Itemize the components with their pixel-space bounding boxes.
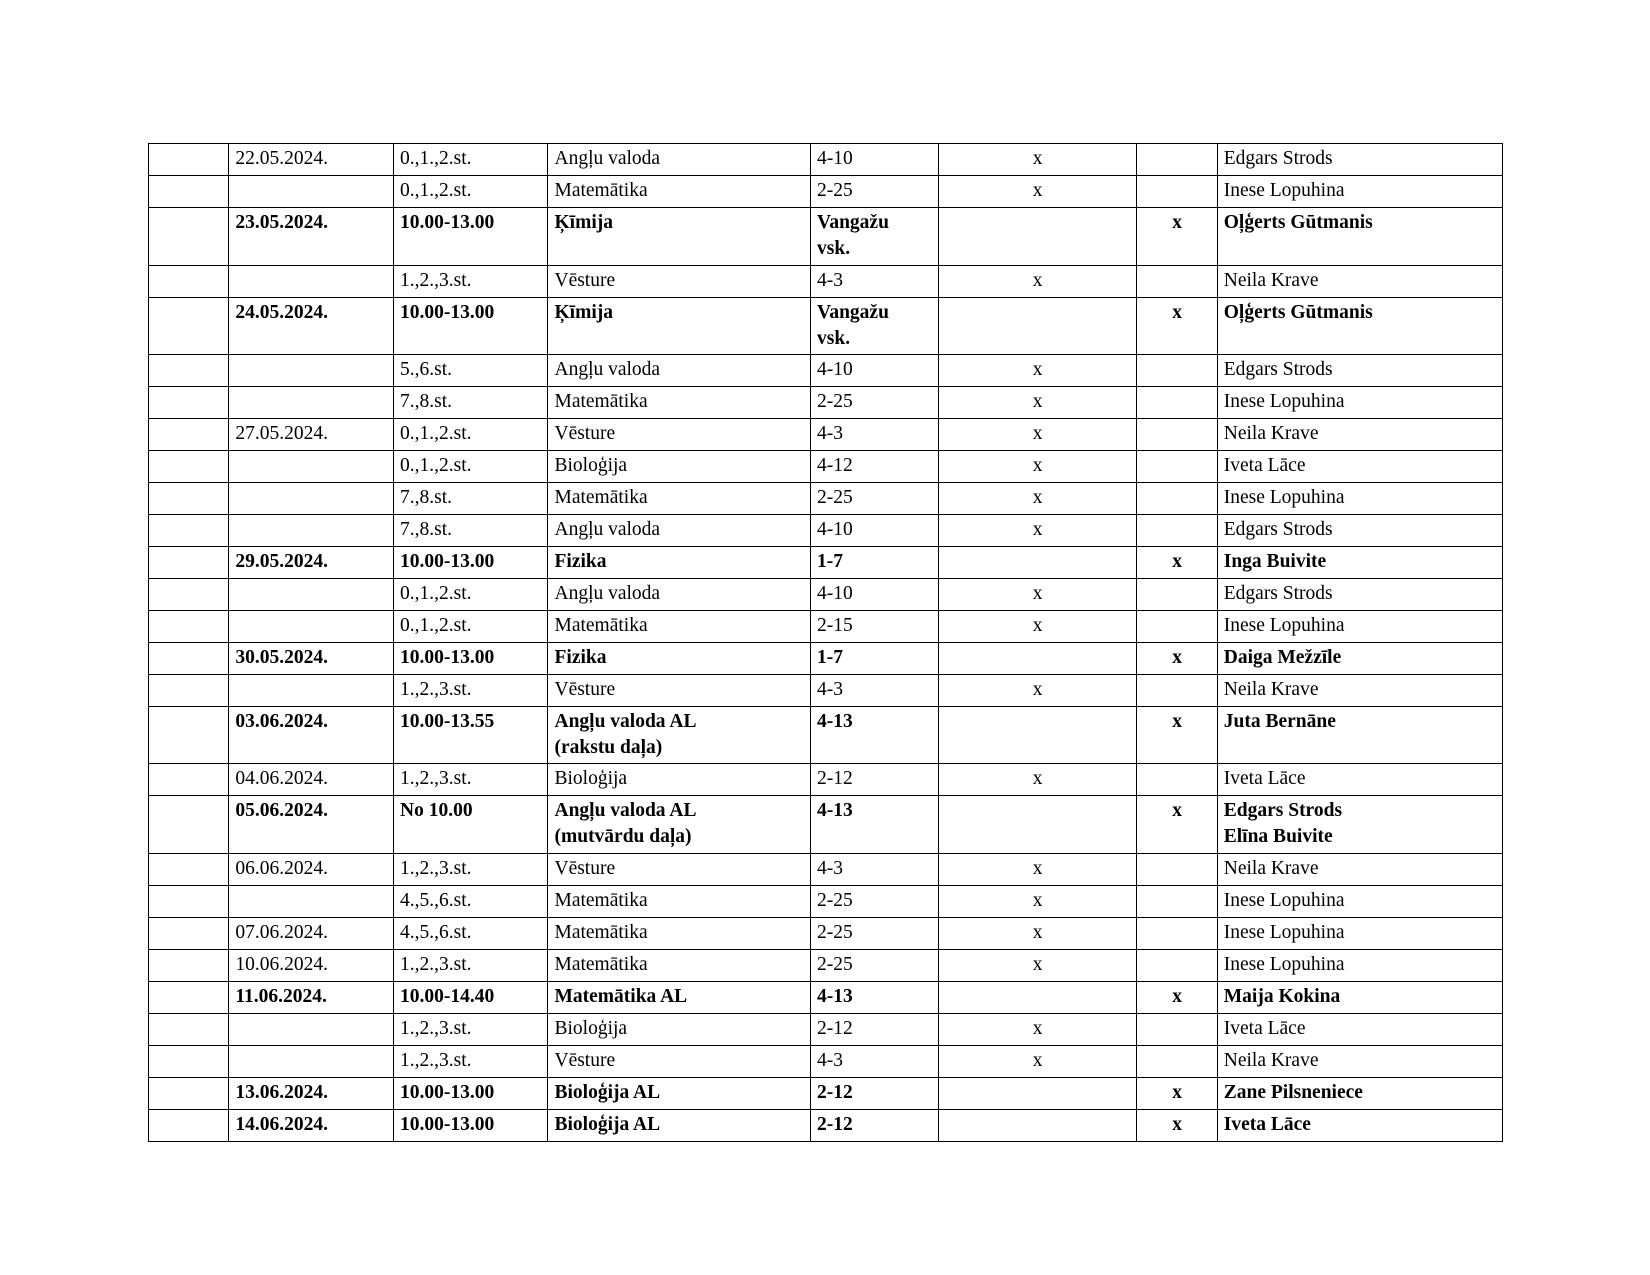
row-spacer-cell: [149, 854, 229, 886]
subject-cell: Fizika: [548, 546, 811, 578]
time-cell: 0.,1.,2.st.: [394, 175, 548, 207]
time-cell: 0.,1.,2.st.: [394, 451, 548, 483]
subject-cell: Matemātika: [548, 949, 811, 981]
row-spacer-cell: [149, 1109, 229, 1141]
subject-cell: Vēsture: [548, 1045, 811, 1077]
time-cell: 5.,6.st.: [394, 355, 548, 387]
row-spacer-cell: [149, 483, 229, 515]
subject-cell: Bioloģija: [548, 451, 811, 483]
table-row: [149, 144, 1503, 176]
teacher-cell: Iveta Lāce: [1217, 1013, 1502, 1045]
exam-mark-cell: [1137, 515, 1217, 547]
subject-line: Angļu valoda AL: [554, 710, 697, 732]
room-line: Vangažu: [817, 211, 889, 233]
row-spacer-cell: [149, 419, 229, 451]
room-cell: 4-3: [811, 1045, 939, 1077]
exam-mark-cell: [1137, 854, 1217, 886]
room-cell: 2-12: [811, 1077, 939, 1109]
consultation-mark-cell: x: [938, 886, 1137, 918]
date-cell: 27.05.2024.: [229, 419, 394, 451]
date-cell: 29.05.2024.: [229, 546, 394, 578]
consultation-mark-cell: x: [938, 265, 1137, 297]
exam-mark-cell: x: [1137, 1109, 1217, 1141]
teacher-cell: Iveta Lāce: [1217, 1109, 1502, 1141]
date-cell: 11.06.2024.: [229, 981, 394, 1013]
exam-mark-cell: [1137, 949, 1217, 981]
exam-mark-cell: [1137, 483, 1217, 515]
consultation-mark-cell: [938, 642, 1137, 674]
date-cell: 03.06.2024.: [229, 706, 394, 764]
time-cell: 7.,8.st.: [394, 483, 548, 515]
room-cell: 4-12: [811, 451, 939, 483]
time-cell: 1.,2.,3.st.: [394, 854, 548, 886]
time-cell: 0.,1.,2.st.: [394, 578, 548, 610]
row-spacer-cell: [149, 796, 229, 854]
time-cell: 10.00-13.00: [394, 297, 548, 355]
subject-cell: Angļu valoda: [548, 515, 811, 547]
table-row: [149, 175, 1503, 207]
subject-cell: [548, 796, 811, 854]
teacher-cell: Iveta Lāce: [1217, 451, 1502, 483]
subject-line: (mutvārdu daļa): [554, 826, 692, 848]
consultation-mark-cell: x: [938, 578, 1137, 610]
time-cell: 1.,2.,3.st.: [394, 265, 548, 297]
exam-mark-cell: x: [1137, 796, 1217, 854]
date-cell: [229, 175, 394, 207]
teacher-cell: Oļģerts Gūtmanis: [1217, 297, 1502, 355]
teacher-cell: Daiga Mežzīle: [1217, 642, 1502, 674]
consultation-mark-cell: x: [938, 387, 1137, 419]
time-cell: 10.00-13.00: [394, 1077, 548, 1109]
teacher-cell: Neila Krave: [1217, 419, 1502, 451]
consultation-mark-cell: [938, 207, 1137, 265]
subject-cell: Matemātika: [548, 610, 811, 642]
room-cell: 4-10: [811, 144, 939, 176]
teacher-cell: Inese Lopuhina: [1217, 483, 1502, 515]
room-cell: 1-7: [811, 642, 939, 674]
consultation-mark-cell: x: [938, 674, 1137, 706]
exam-mark-cell: [1137, 1013, 1217, 1045]
exam-mark-cell: [1137, 175, 1217, 207]
consultation-mark-cell: [938, 297, 1137, 355]
subject-cell: [548, 706, 811, 764]
room-cell: 2-25: [811, 918, 939, 950]
consultation-mark-cell: x: [938, 483, 1137, 515]
time-cell: 10.00-13.00: [394, 1109, 548, 1141]
exam-mark-cell: [1137, 610, 1217, 642]
teacher-cell: Inga Buivite: [1217, 546, 1502, 578]
table-row: [149, 355, 1503, 387]
row-spacer-cell: [149, 764, 229, 796]
date-cell: 14.06.2024.: [229, 1109, 394, 1141]
room-cell: 2-25: [811, 886, 939, 918]
date-cell: [229, 483, 394, 515]
table-row: [149, 706, 1503, 764]
table-row: [149, 1109, 1503, 1141]
subject-line: (rakstu daļa): [554, 736, 663, 758]
exam-mark-cell: [1137, 265, 1217, 297]
exam-mark-cell: x: [1137, 297, 1217, 355]
time-cell: 1.,2.,3.st.: [394, 764, 548, 796]
room-cell: 4-13: [811, 981, 939, 1013]
date-cell: 22.05.2024.: [229, 144, 394, 176]
table-row: [149, 207, 1503, 265]
subject-cell: Fizika: [548, 642, 811, 674]
row-spacer-cell: [149, 1045, 229, 1077]
schedule-table-body: [149, 144, 1503, 1142]
exam-mark-cell: [1137, 1045, 1217, 1077]
subject-cell: Vēsture: [548, 854, 811, 886]
time-cell: 1.,2.,3.st.: [394, 1045, 548, 1077]
date-cell: 04.06.2024.: [229, 764, 394, 796]
date-cell: [229, 451, 394, 483]
teacher-cell: Inese Lopuhina: [1217, 387, 1502, 419]
room-cell: 2-12: [811, 1109, 939, 1141]
row-spacer-cell: [149, 610, 229, 642]
exam-mark-cell: [1137, 578, 1217, 610]
consultation-mark-cell: x: [938, 918, 1137, 950]
time-cell: 4.,5.,6.st.: [394, 918, 548, 950]
consultation-mark-cell: [938, 796, 1137, 854]
room-cell: 4-3: [811, 265, 939, 297]
date-cell: 10.06.2024.: [229, 949, 394, 981]
date-cell: 13.06.2024.: [229, 1077, 394, 1109]
room-cell: 2-25: [811, 175, 939, 207]
date-cell: [229, 886, 394, 918]
table-row: [149, 1013, 1503, 1045]
room-cell: 4-13: [811, 796, 939, 854]
consultation-mark-cell: [938, 1077, 1137, 1109]
time-cell: 10.00-14.40: [394, 981, 548, 1013]
table-row: [149, 451, 1503, 483]
room-cell: [811, 297, 939, 355]
exam-mark-cell: [1137, 886, 1217, 918]
table-row: [149, 642, 1503, 674]
teacher-cell: Inese Lopuhina: [1217, 610, 1502, 642]
subject-cell: Angļu valoda: [548, 144, 811, 176]
subject-cell: Matemātika: [548, 175, 811, 207]
exam-mark-cell: x: [1137, 642, 1217, 674]
subject-cell: Angļu valoda: [548, 355, 811, 387]
table-row: [149, 578, 1503, 610]
row-spacer-cell: [149, 515, 229, 547]
date-cell: 07.06.2024.: [229, 918, 394, 950]
row-spacer-cell: [149, 387, 229, 419]
date-cell: [229, 578, 394, 610]
time-cell: 0.,1.,2.st.: [394, 419, 548, 451]
subject-cell: Ķīmija: [548, 207, 811, 265]
teacher-cell: Oļģerts Gūtmanis: [1217, 207, 1502, 265]
table-row: [149, 764, 1503, 796]
teacher-cell: Zane Pilsneniece: [1217, 1077, 1502, 1109]
table-row: [149, 918, 1503, 950]
room-cell: 2-25: [811, 949, 939, 981]
row-spacer-cell: [149, 674, 229, 706]
row-spacer-cell: [149, 1013, 229, 1045]
table-row: [149, 546, 1503, 578]
consultation-mark-cell: x: [938, 419, 1137, 451]
teacher-cell: Edgars Strods: [1217, 515, 1502, 547]
teacher-cell: Inese Lopuhina: [1217, 175, 1502, 207]
time-cell: 10.00-13.00: [394, 642, 548, 674]
table-row: [149, 949, 1503, 981]
table-row: [149, 610, 1503, 642]
exam-mark-cell: x: [1137, 706, 1217, 764]
table-row: [149, 674, 1503, 706]
schedule-table-wrapper: [148, 143, 1503, 1142]
teacher-cell: Neila Krave: [1217, 1045, 1502, 1077]
exam-mark-cell: x: [1137, 981, 1217, 1013]
consultation-mark-cell: [938, 706, 1137, 764]
exam-mark-cell: x: [1137, 207, 1217, 265]
room-cell: 1-7: [811, 546, 939, 578]
teacher-cell: Edgars Strods: [1217, 355, 1502, 387]
teacher-cell: Juta Bernāne: [1217, 706, 1502, 764]
consultation-mark-cell: [938, 1109, 1137, 1141]
date-cell: [229, 610, 394, 642]
consultation-mark-cell: x: [938, 1045, 1137, 1077]
teacher-line: Edgars Strods: [1223, 800, 1343, 822]
row-spacer-cell: [149, 578, 229, 610]
room-cell: 4-3: [811, 854, 939, 886]
subject-cell: Vēsture: [548, 674, 811, 706]
room-cell: 4-3: [811, 674, 939, 706]
table-row: [149, 1077, 1503, 1109]
table-row: [149, 297, 1503, 355]
room-cell: 4-10: [811, 578, 939, 610]
table-row: [149, 796, 1503, 854]
exam-mark-cell: [1137, 918, 1217, 950]
teacher-cell: Maija Kokina: [1217, 981, 1502, 1013]
room-cell: 4-3: [811, 419, 939, 451]
room-cell: [811, 207, 939, 265]
time-cell: 10.00-13.00: [394, 546, 548, 578]
room-cell: 4-10: [811, 355, 939, 387]
date-cell: [229, 1013, 394, 1045]
table-row: [149, 419, 1503, 451]
exam-mark-cell: [1137, 674, 1217, 706]
row-spacer-cell: [149, 642, 229, 674]
date-cell: [229, 674, 394, 706]
consultation-mark-cell: x: [938, 854, 1137, 886]
room-cell: 2-12: [811, 764, 939, 796]
time-cell: 10.00-13.55: [394, 706, 548, 764]
exam-mark-cell: [1137, 419, 1217, 451]
subject-cell: Bioloģija AL: [548, 1077, 811, 1109]
exam-mark-cell: [1137, 387, 1217, 419]
room-line: vsk.: [817, 237, 851, 259]
room-cell: 2-25: [811, 483, 939, 515]
time-cell: 10.00-13.00: [394, 207, 548, 265]
consultation-mark-cell: x: [938, 144, 1137, 176]
row-spacer-cell: [149, 1077, 229, 1109]
table-row: [149, 483, 1503, 515]
teacher-cell: Neila Krave: [1217, 674, 1502, 706]
row-spacer-cell: [149, 355, 229, 387]
table-row: [149, 1045, 1503, 1077]
time-cell: 0.,1.,2.st.: [394, 144, 548, 176]
consultation-mark-cell: x: [938, 451, 1137, 483]
row-spacer-cell: [149, 144, 229, 176]
date-cell: 24.05.2024.: [229, 297, 394, 355]
consultation-mark-cell: x: [938, 1013, 1137, 1045]
table-row: [149, 265, 1503, 297]
consultation-mark-cell: x: [938, 610, 1137, 642]
subject-cell: Matemātika: [548, 483, 811, 515]
table-row: [149, 981, 1503, 1013]
row-spacer-cell: [149, 297, 229, 355]
subject-cell: Vēsture: [548, 419, 811, 451]
subject-cell: Matemātika: [548, 918, 811, 950]
time-cell: 1.,2.,3.st.: [394, 949, 548, 981]
date-cell: [229, 265, 394, 297]
room-cell: 4-10: [811, 515, 939, 547]
consultation-mark-cell: x: [938, 515, 1137, 547]
date-cell: 06.06.2024.: [229, 854, 394, 886]
exam-mark-cell: [1137, 355, 1217, 387]
subject-cell: Ķīmija: [548, 297, 811, 355]
row-spacer-cell: [149, 886, 229, 918]
consultation-mark-cell: x: [938, 764, 1137, 796]
exam-mark-cell: [1137, 764, 1217, 796]
consultation-mark-cell: [938, 981, 1137, 1013]
teacher-cell: Inese Lopuhina: [1217, 886, 1502, 918]
row-spacer-cell: [149, 546, 229, 578]
teacher-cell: Inese Lopuhina: [1217, 949, 1502, 981]
row-spacer-cell: [149, 451, 229, 483]
date-cell: [229, 387, 394, 419]
row-spacer-cell: [149, 265, 229, 297]
exam-mark-cell: [1137, 451, 1217, 483]
row-spacer-cell: [149, 918, 229, 950]
schedule-table: [148, 143, 1503, 1142]
exam-mark-cell: x: [1137, 1077, 1217, 1109]
row-spacer-cell: [149, 207, 229, 265]
time-cell: 4.,5.,6.st.: [394, 886, 548, 918]
table-row: [149, 854, 1503, 886]
subject-cell: Bioloģija: [548, 764, 811, 796]
subject-cell: Angļu valoda: [548, 578, 811, 610]
date-cell: [229, 355, 394, 387]
row-spacer-cell: [149, 981, 229, 1013]
table-row: [149, 515, 1503, 547]
room-cell: 2-12: [811, 1013, 939, 1045]
subject-cell: Matemātika: [548, 886, 811, 918]
time-cell: 1.,2.,3.st.: [394, 1013, 548, 1045]
date-cell: 30.05.2024.: [229, 642, 394, 674]
time-cell: No 10.00: [394, 796, 548, 854]
subject-line: Angļu valoda AL: [554, 800, 697, 822]
subject-cell: Vēsture: [548, 265, 811, 297]
exam-mark-cell: [1137, 144, 1217, 176]
teacher-cell: [1217, 796, 1502, 854]
room-cell: 2-25: [811, 387, 939, 419]
room-cell: 4-13: [811, 706, 939, 764]
row-spacer-cell: [149, 706, 229, 764]
row-spacer-cell: [149, 949, 229, 981]
teacher-cell: Neila Krave: [1217, 265, 1502, 297]
teacher-cell: Iveta Lāce: [1217, 764, 1502, 796]
teacher-line: Elīna Buivite: [1223, 826, 1333, 848]
teacher-cell: Neila Krave: [1217, 854, 1502, 886]
subject-cell: Matemātika: [548, 387, 811, 419]
consultation-mark-cell: x: [938, 355, 1137, 387]
room-cell: 2-15: [811, 610, 939, 642]
row-spacer-cell: [149, 175, 229, 207]
subject-cell: Bioloģija AL: [548, 1109, 811, 1141]
consultation-mark-cell: [938, 546, 1137, 578]
teacher-cell: Edgars Strods: [1217, 144, 1502, 176]
consultation-mark-cell: x: [938, 949, 1137, 981]
exam-mark-cell: x: [1137, 546, 1217, 578]
teacher-cell: Edgars Strods: [1217, 578, 1502, 610]
table-row: [149, 387, 1503, 419]
teacher-cell: Inese Lopuhina: [1217, 918, 1502, 950]
date-cell: [229, 1045, 394, 1077]
room-line: vsk.: [817, 327, 851, 349]
date-cell: 05.06.2024.: [229, 796, 394, 854]
table-row: [149, 886, 1503, 918]
date-cell: [229, 515, 394, 547]
date-cell: 23.05.2024.: [229, 207, 394, 265]
room-line: Vangažu: [817, 301, 889, 323]
time-cell: 7.,8.st.: [394, 387, 548, 419]
time-cell: 1.,2.,3.st.: [394, 674, 548, 706]
consultation-mark-cell: x: [938, 175, 1137, 207]
time-cell: 0.,1.,2.st.: [394, 610, 548, 642]
time-cell: 7.,8.st.: [394, 515, 548, 547]
subject-cell: Bioloģija: [548, 1013, 811, 1045]
subject-cell: Matemātika AL: [548, 981, 811, 1013]
